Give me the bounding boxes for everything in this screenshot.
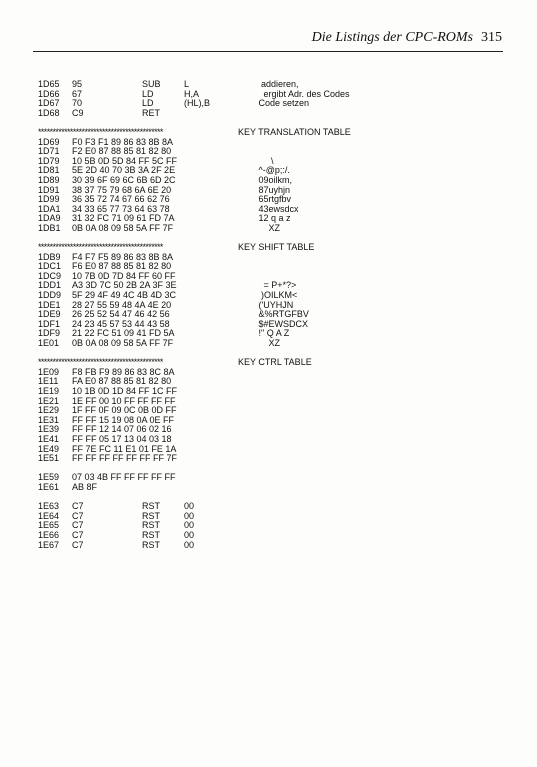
listing-row [38, 109, 508, 119]
comment: ergibt Adr. des Codes [256, 88, 350, 99]
comment: )OILKM< [256, 290, 298, 301]
address: 1E11 [38, 376, 59, 387]
running-head [290, 30, 502, 46]
address: 1DA9 [38, 213, 61, 224]
mnemonic: RET [142, 107, 160, 118]
address: 1E21 [38, 395, 60, 406]
address: 1DB9 [38, 251, 61, 262]
table-title: KEY CTRL TABLE [238, 357, 312, 368]
hex-bytes: 30 39 6F 69 6C 6B 6D 2C [72, 174, 176, 185]
hex-bytes: 1F FF 0F 09 0C 0B 0D FF [72, 405, 177, 416]
hex-bytes: FF FF 15 19 08 0A 0E FF [72, 414, 175, 425]
address: 1E67 [38, 539, 60, 550]
mnemonic: RST [142, 529, 160, 540]
address: 1D65 [38, 79, 60, 89]
separator-stars: ******************************************* [38, 242, 163, 253]
hex-bytes: FF FF 12 14 07 06 02 16 [72, 424, 172, 435]
hex-bytes: F6 E0 87 88 85 81 82 80 [72, 261, 172, 272]
hex-bytes: 0B 0A 08 09 58 5A FF 7F [72, 338, 174, 349]
hex-bytes: 31 32 FC 71 09 61 FD 7A [72, 213, 175, 224]
comment: !" Q A Z [256, 328, 290, 339]
hex-bytes: C7 [72, 520, 84, 531]
mnemonic: RST [142, 539, 160, 550]
operand: 00 [184, 529, 195, 540]
address: 1E09 [38, 366, 60, 377]
hex-bytes: 95 [72, 79, 83, 89]
hex-bytes: 10 7B 0D 7D 84 FF 60 FF [72, 270, 176, 281]
address: 1DF1 [38, 318, 61, 329]
listing-row [38, 512, 508, 522]
address: 1DB1 [38, 222, 61, 233]
comment: \ [256, 155, 274, 166]
address: 1DF9 [38, 328, 61, 339]
comment: addieren, [256, 79, 299, 89]
address: 1D99 [38, 194, 60, 205]
comment: XZ [256, 222, 281, 233]
listing-row [38, 99, 508, 109]
address: 1D66 [38, 88, 60, 99]
hex-bytes: 21 22 FC 51 09 41 FD 5A [72, 328, 175, 339]
address: 1E65 [38, 520, 60, 531]
hex-bytes: C7 [72, 529, 84, 540]
listing-row [38, 541, 508, 551]
operand: 00 [184, 539, 195, 550]
operand: 00 [184, 520, 195, 531]
hex-bytes: 38 37 75 79 68 6A 6E 20 [72, 184, 172, 195]
comment: $#EWSDCX [256, 318, 309, 329]
hex-bytes: C9 [72, 107, 84, 118]
operand: (HL),B [184, 98, 211, 109]
comment: XZ [256, 338, 281, 349]
mnemonic: SUB [142, 79, 161, 89]
separator-stars: ******************************************* [38, 126, 163, 137]
address: 1D67 [38, 98, 60, 109]
hex-bytes: 10 5B 0D 5D 84 FF 5C FF [72, 155, 178, 166]
address: 1DE9 [38, 309, 61, 320]
hex-bytes: 34 33 65 77 73 64 63 78 [72, 203, 170, 214]
hex-bytes: 5E 2D 40 70 3B 3A 2F 2E [72, 165, 176, 176]
comment: 09oilkm, [256, 174, 293, 185]
address: 1DD9 [38, 290, 62, 301]
listing-row [38, 483, 508, 493]
address: 1DE1 [38, 299, 61, 310]
address: 1D79 [38, 155, 60, 166]
listing-row [38, 339, 508, 349]
address: 1E59 [38, 472, 60, 483]
address: 1DC1 [38, 261, 62, 272]
hex-bytes: A3 3D 7C 50 2B 2A 3F 3E [72, 280, 177, 291]
address: 1E61 [38, 481, 60, 492]
address: 1D89 [38, 174, 60, 185]
mnemonic: LD [142, 88, 154, 99]
hex-bytes: 28 27 55 59 48 4A 4E 20 [72, 299, 172, 310]
running-head-title: Die Listings der CPC-ROMs [311, 30, 473, 45]
address: 1E66 [38, 529, 60, 540]
operand: 00 [184, 510, 195, 521]
listing-row [38, 502, 508, 512]
address: 1D68 [38, 107, 60, 118]
hex-bytes: 1E FF 00 10 FF FF FF FF [72, 395, 176, 406]
hex-bytes: F2 E0 87 88 85 81 82 80 [72, 146, 172, 157]
hex-bytes: FF FF FF FF FF FF FF 7F [72, 453, 177, 464]
listing-row [38, 521, 508, 531]
comment: ^-@p;:/. [256, 165, 290, 176]
comment: 65rtgfbv [256, 194, 292, 205]
hex-bytes: FF FF 05 17 13 04 03 18 [72, 433, 172, 444]
hex-bytes: F4 F7 F5 89 86 83 8B 8A [72, 251, 174, 262]
comment: = P+*?> [256, 280, 297, 291]
address: 1DA1 [38, 203, 61, 214]
page-number: 315 [481, 30, 502, 45]
mnemonic: LD [142, 98, 154, 109]
hex-bytes: 24 23 45 57 53 44 43 58 [72, 318, 170, 329]
separator-stars: ******************************************* [38, 357, 163, 368]
address: 1D69 [38, 136, 60, 147]
address: 1E01 [38, 338, 60, 349]
operand: 00 [184, 501, 195, 512]
address: 1E39 [38, 424, 60, 435]
listing-row [38, 531, 508, 541]
address: 1E51 [38, 453, 60, 464]
mnemonic: RST [142, 520, 160, 531]
hex-bytes: 5F 29 4F 49 4C 4B 4D 3C [72, 290, 177, 301]
mnemonic: RST [142, 501, 160, 512]
table-title: KEY TRANSLATION TABLE [238, 126, 351, 137]
hex-bytes: 67 [72, 88, 83, 99]
hex-bytes: C7 [72, 510, 84, 521]
comment: Code setzen [256, 98, 310, 109]
address: 1DC9 [38, 270, 62, 281]
hex-bytes: FA E0 87 88 85 81 82 80 [72, 376, 172, 387]
mnemonic: RST [142, 510, 160, 521]
hex-bytes: 0B 0A 08 09 58 5A FF 7F [72, 222, 174, 233]
comment: 87uyhjn [256, 184, 291, 195]
listing-row [38, 454, 508, 464]
hex-bytes: AB 8F [72, 481, 98, 492]
address: 1D81 [38, 165, 60, 176]
hex-bytes: C7 [72, 501, 84, 512]
comment: ('UYHJN [256, 299, 294, 310]
comment: 43ewsdcx [256, 203, 299, 214]
address: 1D91 [38, 184, 60, 195]
hex-bytes: F0 F3 F1 89 86 83 8B 8A [72, 136, 174, 147]
hex-bytes: FF 7E FC 11 E1 01 FE 1A [72, 443, 177, 454]
listing-spacer [38, 493, 508, 503]
hex-bytes: 10 1B 0D 1D 84 FF 1C FF [72, 386, 178, 396]
hex-bytes: 26 25 52 54 47 46 42 56 [72, 309, 170, 320]
hex-bytes: 36 35 72 74 67 66 62 76 [72, 194, 170, 205]
hex-bytes: 07 03 4B FF FF FF FF FF [72, 472, 176, 483]
hex-bytes: 70 [72, 98, 83, 109]
listing-row [38, 473, 508, 483]
address: 1E19 [38, 386, 60, 396]
comment: 12 q a z [256, 213, 291, 224]
address: 1E29 [38, 405, 60, 416]
hex-bytes: C7 [72, 539, 84, 550]
assembly-listing [38, 80, 508, 550]
table-title: KEY SHIFT TABLE [238, 242, 315, 253]
header-rule [33, 51, 503, 52]
operand: L [184, 79, 190, 89]
hex-bytes: F8 FB F9 89 86 83 8C 8A [72, 366, 175, 377]
address: 1E41 [38, 433, 60, 444]
address: 1D71 [38, 146, 60, 157]
address: 1DD1 [38, 280, 62, 291]
address: 1E64 [38, 510, 60, 521]
comment: &%RTGFBV [256, 309, 309, 320]
operand: H,A [184, 88, 200, 99]
address: 1E63 [38, 501, 60, 512]
listing-row [38, 224, 508, 234]
address: 1E31 [38, 414, 60, 425]
address: 1E49 [38, 443, 60, 454]
